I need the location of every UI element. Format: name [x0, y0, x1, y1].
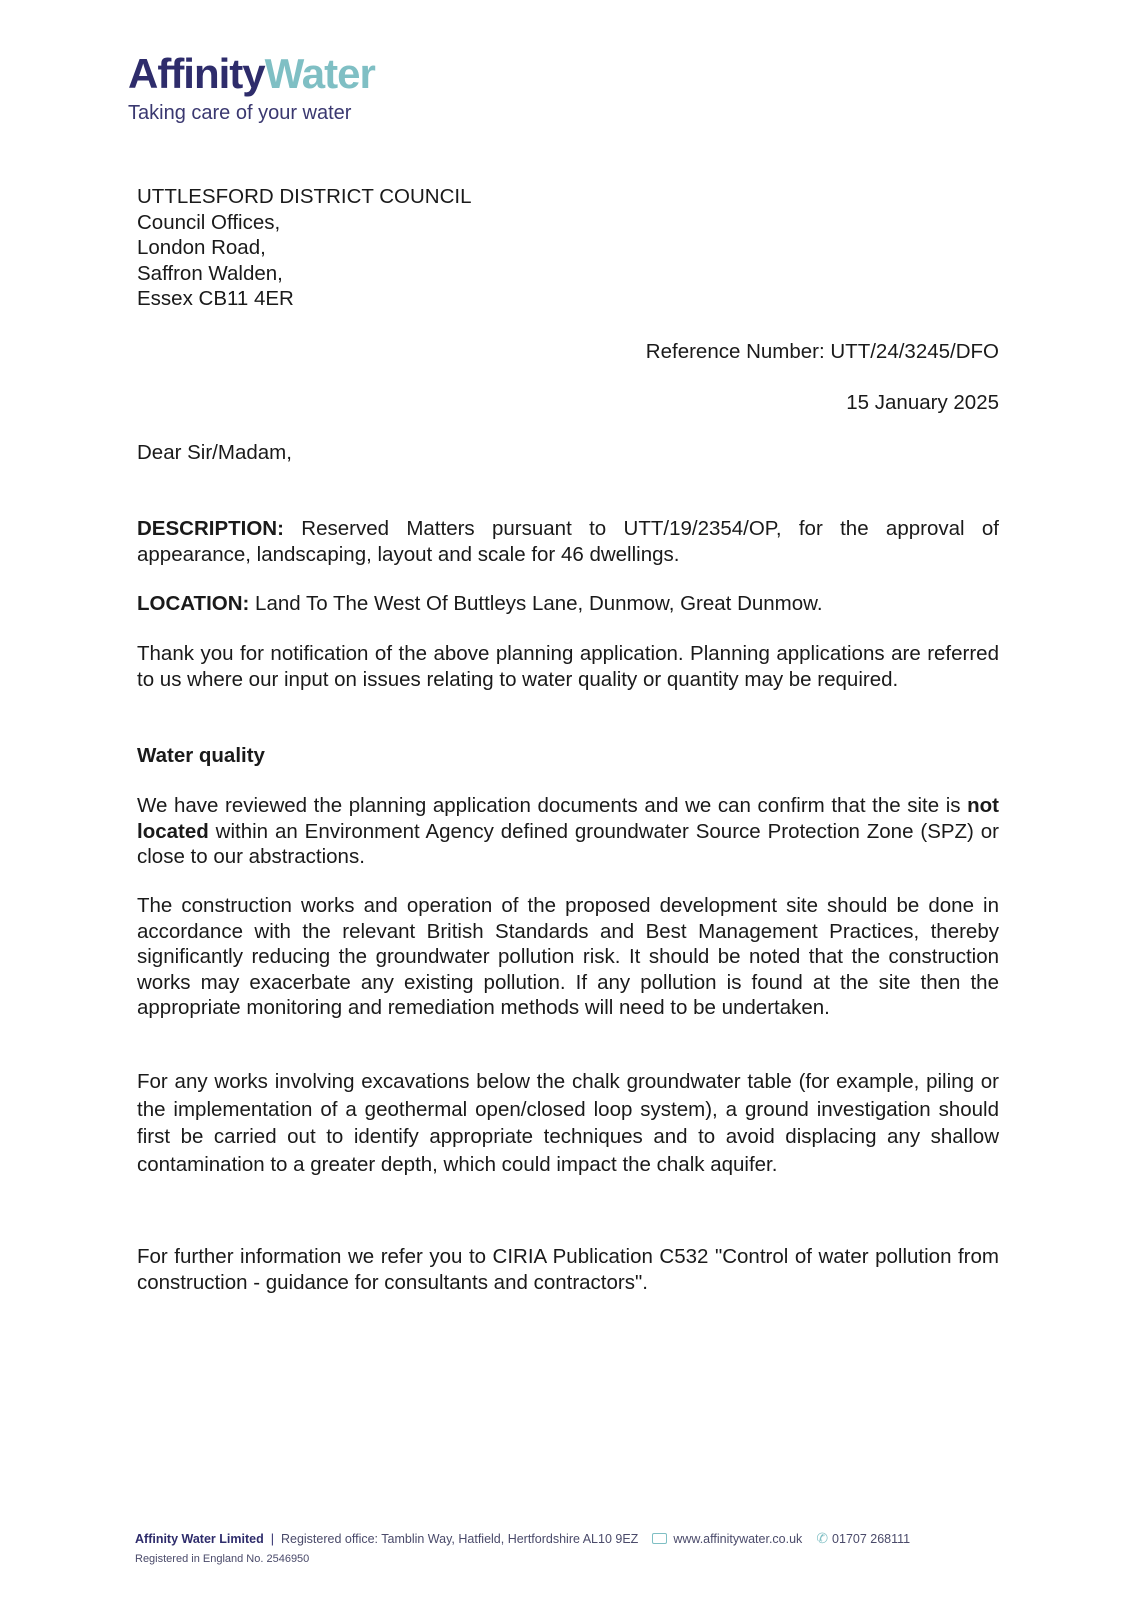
logo-tagline: Taking care of your water [128, 102, 352, 124]
section-heading: Water quality [137, 744, 265, 767]
location-text: Land To The West Of Buttleys Lane, Dunmow, Great Dunmow. [249, 592, 823, 615]
description-label: DESCRIPTION: [137, 517, 284, 540]
address-line: London Road, [137, 236, 266, 259]
footer-phone[interactable]: 01707 268111 [832, 1531, 911, 1546]
phone-icon: ✆ [816, 1530, 829, 1546]
computer-icon [652, 1533, 667, 1544]
location-paragraph [137, 591, 999, 617]
letter-date: 15 January 2025 [846, 391, 999, 414]
footer-website[interactable]: www.affinitywater.co.uk [673, 1531, 803, 1546]
logo-affinity: Affinity [128, 50, 265, 97]
salutation: Dear Sir/Madam, [137, 441, 292, 464]
footer-office: Registered office: Tamblin Way, Hatfield, Hertfordshire AL10 9EZ [280, 1531, 639, 1546]
description-paragraph [137, 516, 999, 567]
wq1-after: within an Environment Agency defined groundwater Source Protection Zone (SPZ) or close to our abstractions. [137, 819, 999, 868]
wq1-before: We have reviewed the planning application documents and we can confirm that the site is [137, 794, 968, 817]
logo-wordmark [128, 50, 375, 98]
water-quality-paragraph-1 [137, 793, 999, 870]
footer-company: Affinity Water Limited [135, 1531, 264, 1546]
address-line: Essex CB11 4ER [137, 287, 294, 310]
water-quality-paragraph-4: For further information we refer you to CIRIA Publication C532 "Control of water pollution from construction - guidance for consultants and contractors". [137, 1245, 999, 1294]
letter-footer [135, 1530, 1055, 1565]
reference-number: Reference Number: UTT/24/3245/DFO [645, 340, 999, 363]
footer-main-row [135, 1530, 1055, 1547]
address-line: UTTLESFORD DISTRICT COUNCIL [137, 185, 472, 208]
description-text: Reserved Matters pursuant to UTT/19/2354/OP, for the approval of appearance, landscaping, layout and scale for 46 dwellings. [137, 517, 999, 566]
company-logo [128, 50, 375, 125]
logo-water: Water [264, 50, 375, 97]
intro-paragraph: Thank you for notification of the above planning application. Planning applications are referred to us where our input on issues relating to water quality or quantity may be required. [137, 642, 999, 691]
recipient-address [137, 184, 999, 312]
location-label: LOCATION: [137, 592, 250, 615]
footer-registration: Registered in England No. 2546950 [135, 1553, 310, 1565]
address-line: Council Offices, [137, 210, 281, 234]
water-quality-paragraph-2: The construction works and operation of the proposed development site should be done in accordance with the relevant British Standards and Best Management Practices, thereby significantly reducing the groundwater pollution risk. It should be noted that the construction works may exacerbate any existing pollution. If any pollution is found at the site then the appropriate monitoring and remediation methods will need to be undertaken. [137, 894, 999, 1019]
wq1-bold: not located [137, 794, 999, 843]
water-quality-paragraph-3: For any works involving excavations below the chalk groundwater table (for example, piling or the implementation of a geothermal open/closed loop system), a ground investigation should first be carried out to identify appropriate techniques and to avoid displacing any shallow contamination to a greater depth, which could impact the chalk aquifer. [137, 1070, 999, 1176]
footer-separator: | [270, 1531, 274, 1546]
address-line: Saffron Walden, [137, 261, 283, 285]
